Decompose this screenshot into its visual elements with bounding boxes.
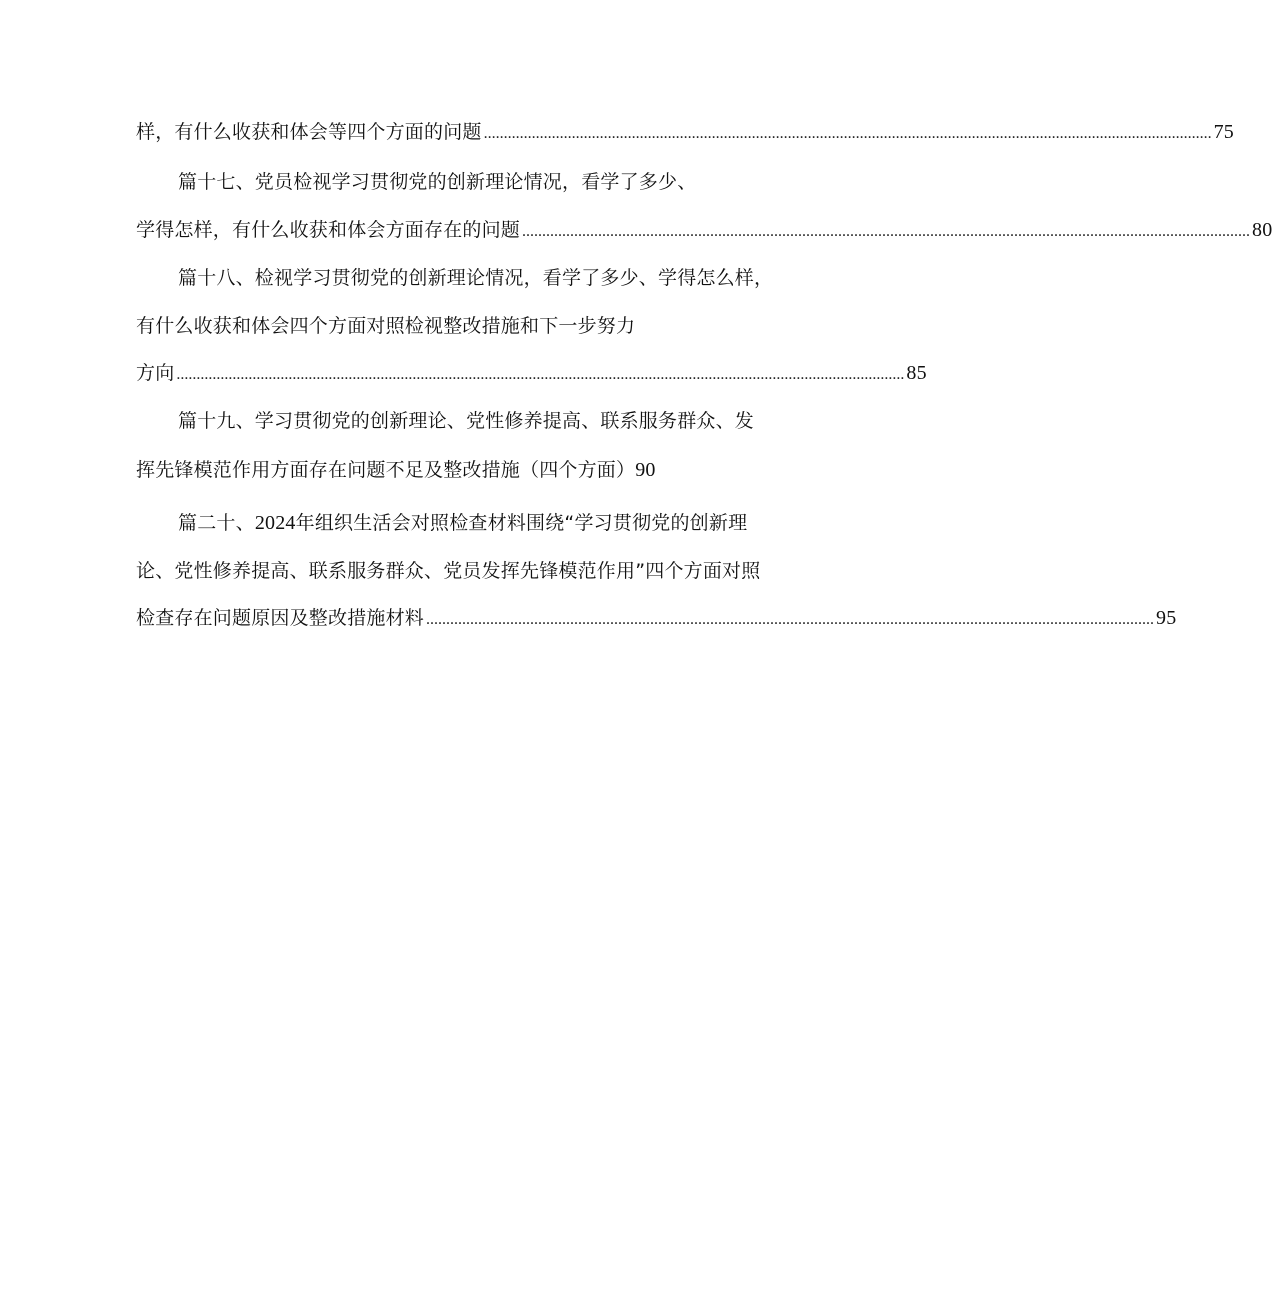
toc-page-number: 80 [1252,219,1272,241]
toc-page-number: 85 [906,362,927,384]
toc-entry-text: 年组织生活会对照检查材料围绕“学习贯彻党的创新理 [295,512,748,534]
toc-entry-19-line-1[interactable] [178,406,754,436]
toc-entry-17-line-1[interactable] [178,167,696,197]
toc-entry-20-line-2[interactable] [136,556,760,586]
toc-entry-text: 篇十七、党员检视学习贯彻党的创新理论情况，看学了多少、 [178,171,697,193]
toc-leader-dots: ...................................................................................................................................................................................... [483,125,1212,142]
toc-entry-text: 检查存在问题原因及整改措施材料 [136,607,425,629]
toc-entry-year: 2024 [254,512,296,534]
toc-entry-text: 挥先锋模范作用方面存在问题不足及整改措施（四个方面） [136,459,636,481]
toc-page-number: 75 [1213,121,1235,143]
toc-entry-text: 有什么收获和体会四个方面对照检视整改措施和下一步努力 [136,315,636,337]
toc-entry-18-line-1[interactable] [178,263,773,293]
toc-entry-18-line-2[interactable] [136,311,635,341]
toc-entry-19-line-2[interactable] [136,455,656,485]
toc-page-number: 95 [1156,607,1177,629]
toc-entry-text: 论、党性修养提高、联系服务群众、党员发挥先锋模范作用”四个方面对照 [136,560,761,582]
toc-entry-20-line-1[interactable] [178,508,747,538]
toc-leader-dots: ...................................................................................................................................................................................... [522,223,1251,240]
toc-leader-dots: ...................................................................................................................................................................................... [176,366,905,383]
toc-entry-18-line-3[interactable] [136,358,927,388]
toc-entry-text: 样，有什么收获和体会等四个方面的问题 [136,121,482,143]
toc-entry-text: 篇十八、检视学习贯彻党的创新理论情况，看学了多少、学得怎么样， [178,267,774,289]
toc-entry-text: 篇十九、学习贯彻党的创新理论、党性修养提高、联系服务群众、发 [178,410,755,432]
toc-leader-dots: ...................................................................................................................................................................................... [426,611,1155,628]
toc-entry-17-line-2[interactable] [136,215,1272,245]
toc-page-number: 90 [635,459,656,481]
toc-entry-16-line-1[interactable] [136,117,1235,147]
toc-entry-20-line-3[interactable] [136,603,1177,633]
toc-entry-text: 篇二十、 [178,512,255,534]
toc-entry-text: 学得怎样，有什么收获和体会方面存在的问题 [136,219,521,241]
toc-entry-text: 方向 [136,362,175,384]
